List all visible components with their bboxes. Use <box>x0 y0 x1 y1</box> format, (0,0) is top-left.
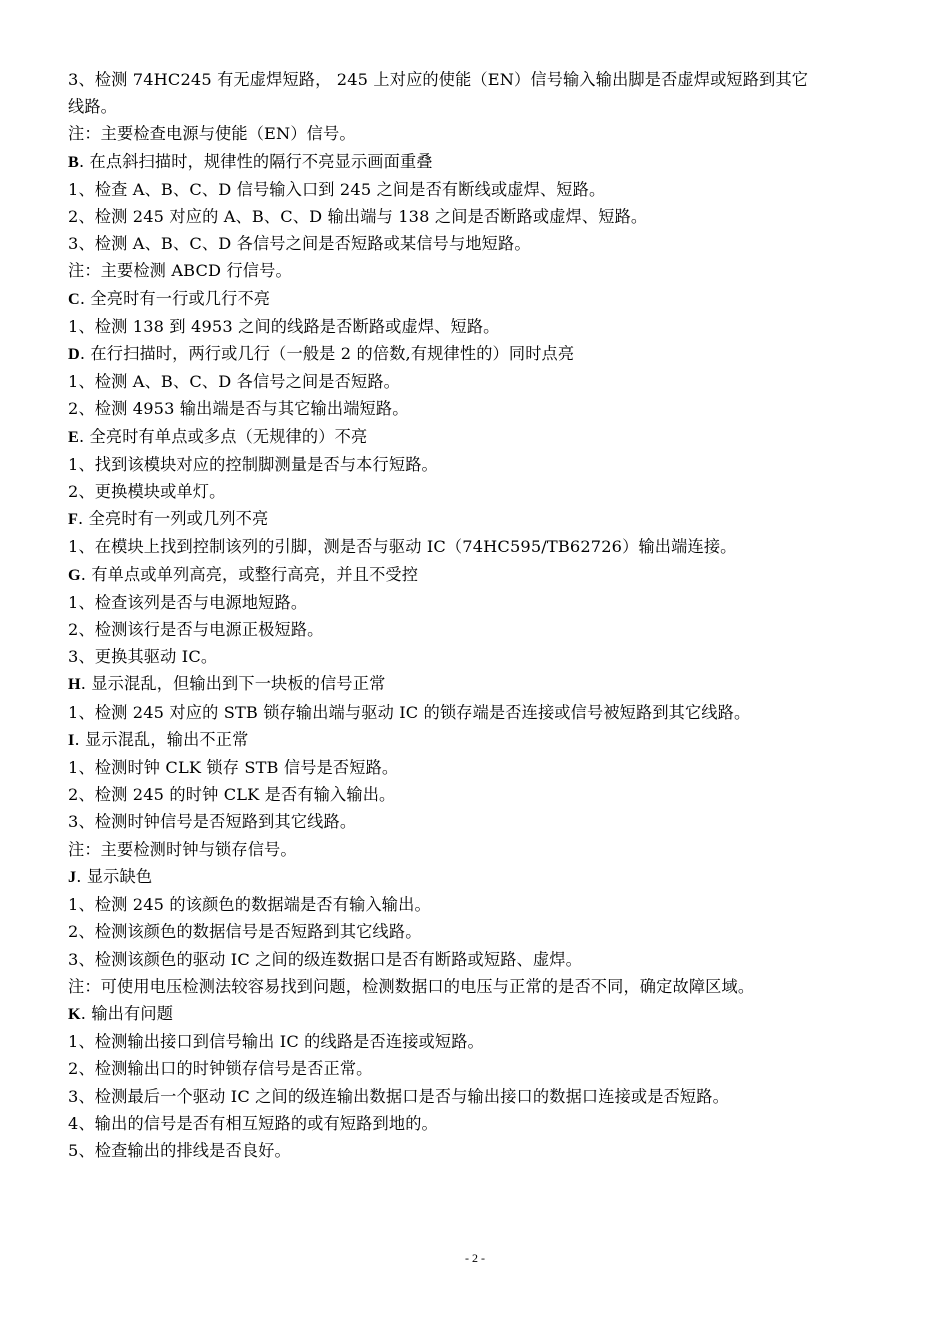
text-line <box>68 66 890 93</box>
line-text: 线路。 <box>68 97 118 117</box>
line-text: 2、检测该颜色的数据信号是否短路到其它线路。 <box>68 922 422 942</box>
line-text: 注：可使用电压检测法较容易找到问题，检测数据口的电压与正常的是否不同，确定故障区域。 <box>68 976 755 996</box>
line-text: 注：主要检测时钟与锁存信号。 <box>68 839 297 859</box>
text-line <box>68 1028 890 1055</box>
section-label: I <box>68 730 75 749</box>
text-line <box>68 203 890 230</box>
text-line <box>68 589 890 616</box>
line-text: . 全亮时有一行或几行不亮 <box>79 288 271 308</box>
line-text: . 全亮时有单点或多点（无规律的）不亮 <box>78 426 368 446</box>
line-text: 1、检测输出接口到信号输出 IC 的线路是否连接或短路。 <box>68 1032 484 1052</box>
section-heading <box>68 285 890 313</box>
section-label: F <box>68 510 79 529</box>
line-text: 3、检测最后一个驱动 IC 之间的级连输出数据口是否与输出接口的数据口连接或是否短路。 <box>68 1086 729 1106</box>
text-line <box>68 1110 890 1137</box>
text-line <box>68 616 890 643</box>
text-line <box>68 230 890 257</box>
line-text: 1、在模块上找到控制该列的引脚，测是否与驱动 IC（74HC595/TB62726）输出端连接。 <box>68 537 737 557</box>
section-label: B <box>68 152 79 171</box>
line-text: . 显示混乱，但输出到下一块板的信号正常 <box>80 674 386 694</box>
section-heading <box>68 423 890 451</box>
line-text: . 全亮时有一列或几列不亮 <box>78 509 269 529</box>
line-text: . 在点斜扫描时，规律性的隔行不亮显示画面重叠 <box>78 151 433 171</box>
line-text: 2、更换模块或单灯。 <box>68 482 226 502</box>
section-heading <box>68 505 890 533</box>
line-text: 注：主要检查电源与使能（EN）信号。 <box>68 124 356 144</box>
section-heading <box>68 726 890 754</box>
line-text: 5、检查输出的排线是否良好。 <box>68 1140 291 1160</box>
text-line <box>68 120 890 147</box>
text-line <box>68 643 890 670</box>
section-heading <box>68 561 890 589</box>
page-number: - 2 - <box>465 1251 485 1265</box>
text-line <box>68 781 890 808</box>
line-text: . 在行扫描时，两行或几行（一般是 2 的倍数,有规律性的）同时点亮 <box>79 344 575 364</box>
text-line <box>68 478 890 505</box>
text-line <box>68 395 890 422</box>
text-line <box>68 1055 890 1082</box>
line-text: 1、检测 A、B、C、D 各信号之间是否短路。 <box>68 372 400 392</box>
text-line <box>68 946 890 973</box>
section-label: D <box>68 345 80 364</box>
line-text: 1、找到该模块对应的控制脚测量是否与本行短路。 <box>68 454 438 474</box>
section-heading <box>68 670 890 698</box>
line-text: 3、更换其驱动 IC。 <box>68 647 218 667</box>
line-text: 2、检测该行是否与电源正极短路。 <box>68 620 324 640</box>
line-text: 3、检测该颜色的驱动 IC 之间的级连数据口是否有断路或短路、虚焊。 <box>68 949 582 969</box>
line-text: 1、检查该列是否与电源地短路。 <box>68 592 308 612</box>
text-line <box>68 891 890 918</box>
text-line <box>68 257 890 284</box>
text-line <box>68 176 890 203</box>
text-line <box>68 1083 890 1110</box>
section-label: H <box>68 675 81 694</box>
document-body <box>68 66 890 1164</box>
text-line <box>68 754 890 781</box>
line-text: 2、检测 4953 输出端是否与其它输出端短路。 <box>68 399 409 419</box>
text-line <box>68 93 890 120</box>
section-label: J <box>68 867 77 886</box>
line-text: 2、检测输出口的时钟锁存信号是否正常。 <box>68 1059 373 1079</box>
text-line <box>68 808 890 835</box>
line-text: 1、检测 245 的该颜色的数据端是否有输入输出。 <box>68 895 431 915</box>
section-label: E <box>68 427 79 446</box>
section-heading <box>68 148 890 176</box>
line-text: 3、检测时钟信号是否短路到其它线路。 <box>68 812 357 832</box>
text-line <box>68 313 890 340</box>
line-text: 1、检测时钟 CLK 锁存 STB 信号是否短路。 <box>68 758 399 778</box>
section-heading <box>68 1000 890 1028</box>
line-text: 3、检测 A、B、C、D 各信号之间是否短路或某信号与地短路。 <box>68 234 531 254</box>
section-heading <box>68 863 890 891</box>
line-text: 3、检测 74HC245 有无虚焊短路， 245 上对应的使能（EN）信号输入输出脚是否虚焊或短路到其它 <box>68 70 809 89</box>
text-line <box>68 699 890 726</box>
line-text: 1、检查 A、B、C、D 信号输入口到 245 之间是否有断线或虚焊、短路。 <box>68 179 606 199</box>
text-line <box>68 836 890 863</box>
section-label: K <box>68 1004 81 1023</box>
line-text: 1、检测 138 到 4953 之间的线路是否断路或虚焊、短路。 <box>68 316 500 336</box>
line-text: . 显示缺色 <box>76 866 153 886</box>
line-text: 1、检测 245 对应的 STB 锁存输出端与驱动 IC 的锁存端是否连接或信号被短路到其它线路。 <box>68 702 751 722</box>
line-text: 2、检测 245 的时钟 CLK 是否有输入输出。 <box>68 785 396 805</box>
text-line <box>68 918 890 945</box>
text-line <box>68 368 890 395</box>
section-label: C <box>68 289 80 308</box>
section-heading <box>68 340 890 368</box>
line-text: . 有单点或单列高亮，或整行高亮，并且不受控 <box>80 564 419 584</box>
text-line <box>68 1137 890 1164</box>
line-text: . 输出有问题 <box>80 1003 174 1023</box>
line-text: 注：主要检测 ABCD 行信号。 <box>68 261 292 281</box>
line-text: 2、检测 245 对应的 A、B、C、D 输出端与 138 之间是否断路或虚焊、短路。 <box>68 207 648 227</box>
line-text: 4、输出的信号是否有相互短路的或有短路到地的。 <box>68 1113 438 1133</box>
text-line <box>68 451 890 478</box>
line-text: . 显示混乱，输出不正常 <box>74 729 249 749</box>
text-line <box>68 973 890 1000</box>
section-label: G <box>68 565 81 584</box>
text-line <box>68 533 890 560</box>
